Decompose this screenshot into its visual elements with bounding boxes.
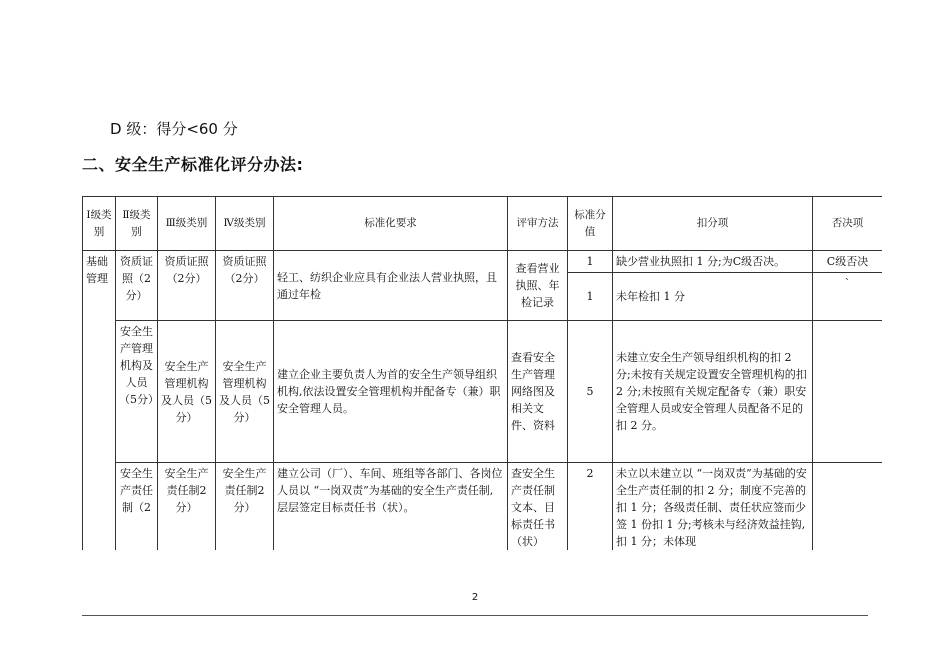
header-score: 标准分值 [568, 197, 613, 251]
row2-level2: 安全生产管理机构及人员（5分） [116, 321, 158, 463]
row2-level4: 安全生产管理机构及人员（5分） [216, 321, 274, 463]
row1b-veto: ` [813, 273, 883, 321]
row1-requirement: 轻工、纺织企业应具有企业法人营业执照，且通过年检 [274, 251, 508, 321]
scoring-table-container [82, 196, 882, 550]
row3-level2: 安全生产责任制（2 [116, 463, 158, 551]
header-level3: Ⅲ级类别 [158, 197, 216, 251]
header-level1: Ⅰ级类别 [83, 197, 116, 251]
row2-veto [813, 321, 883, 463]
row3-level3: 安全生产责任制2分） [158, 463, 216, 551]
row2-method: 查看安全生产管理网络图及相关文件、资料 [508, 321, 568, 463]
row1b-deduction: 未年检扣 1 分 [613, 273, 813, 321]
row2-level3: 安全生产管理机构及人员（5分） [158, 321, 216, 463]
section-title: 二、安全生产标准化评分办法: [82, 155, 304, 174]
table-row [83, 321, 883, 463]
footer-divider [82, 615, 868, 616]
header-requirement: 标准化要求 [274, 197, 508, 251]
header-level4: Ⅳ级类别 [216, 197, 274, 251]
grade-d-line: D 级：得分<60 分 [110, 120, 238, 138]
row1a-veto: C级否决 [813, 251, 883, 273]
row3-score: 2 [568, 463, 613, 551]
row1a-deduction: 缺少营业执照扣 1 分;为C级否决。 [613, 251, 813, 273]
header-veto: 否决项 [813, 197, 883, 251]
row2-requirement: 建立企业主要负责人为首的安全生产领导组织机构,依法设置安全管理机构并配备专（兼）职安全管理人员。 [274, 321, 508, 463]
row1-method: 查看营业执照、年检记录 [508, 251, 568, 321]
level1-category: 基础管理 [83, 251, 116, 551]
row1a-score: 1 [568, 251, 613, 273]
row3-method: 查安全生产责任制文本、目标责任书（状） [508, 463, 568, 551]
row3-deduction: 未立以未建立以 “一岗双责”为基础的安全生产责任制的扣 2 分；制度不完善的扣 1 分；各级责任制、责任状应签而少签 1 份扣 1 分;考核未与经济效益挂钩,扣 1 分；未体现 [613, 463, 813, 551]
row2-score: 5 [568, 321, 613, 463]
row3-level4: 安全生产责任制2分） [216, 463, 274, 551]
scoring-table [82, 196, 882, 550]
page-number: 2 [471, 592, 479, 603]
row3-veto [813, 463, 883, 551]
header-method: 评审方法 [508, 197, 568, 251]
row3-requirement: 建立公司（厂）、车间、班组等各部门、各岗位人员以 “一岗双责”为基础的安全生产责任制,层层签定目标责任书（状）。 [274, 463, 508, 551]
row1b-score: 1 [568, 273, 613, 321]
table-header-row [83, 197, 883, 251]
row2-deduction: 未建立安全生产领导组织机构的扣 2 分;未按有关规定设置安全管理机构的扣 2 分;未按照有关规定配备专（兼）职安全管理人员或安全管理人员配备不足的扣 2 分。 [613, 321, 813, 463]
row1-level3: 资质证照（2分） [158, 251, 216, 321]
row1-level2: 资质证照（2分） [116, 251, 158, 321]
header-level2: Ⅱ级类别 [116, 197, 158, 251]
table-row [83, 251, 883, 273]
header-deduction: 扣分项 [613, 197, 813, 251]
row1-level4: 资质证照（2分） [216, 251, 274, 321]
table-row [83, 463, 883, 551]
